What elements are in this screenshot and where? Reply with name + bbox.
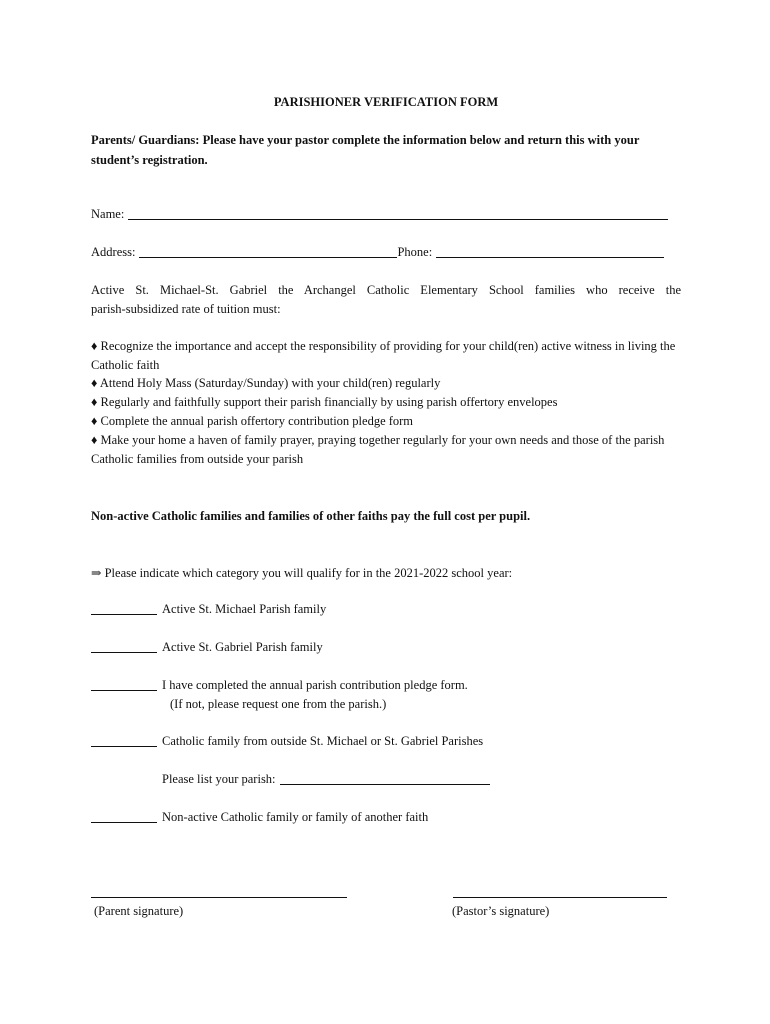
option-pledge-form-note: (If not, please request one from the parish.) (170, 697, 387, 711)
nonactive-note: Non-active Catholic families and families of other faiths pay the full cost per pupil. (91, 509, 531, 523)
category-prompt: ⇒ Please indicate which category you will qualify for in the 2021-2022 school year: (91, 566, 513, 580)
address-label: Address: (91, 245, 136, 259)
option-outside-parish-blank[interactable] (91, 732, 157, 747)
intro-line-2: parish-subsidized rate of tuition must: (91, 302, 281, 316)
phone-field[interactable] (436, 243, 664, 258)
bullet-item: ♦ Make your home a haven of family prayer, praying together regularly for your own needs and those of the parish Catholic families from outside your parish (91, 433, 665, 466)
parish-list-row (162, 770, 662, 789)
option-st-michael-label: Active St. Michael Parish family (162, 602, 327, 616)
bullet-item: ♦ Attend Holy Mass (Saturday/Sunday) with your child(ren) regularly (91, 376, 441, 390)
option-st-gabriel-label: Active St. Gabriel Parish family (162, 640, 323, 654)
option-pledge-form (91, 676, 681, 695)
parent-signature-label: (Parent signature) (94, 904, 184, 918)
pastor-signature-line[interactable] (453, 896, 667, 898)
option-pledge-form-label: I have completed the annual parish contribution pledge form. (162, 678, 468, 692)
name-label: Name: (91, 207, 125, 221)
option-non-active-label: Non-active Catholic family or family of another faith (162, 810, 429, 824)
option-st-michael-blank[interactable] (91, 600, 157, 615)
page-title: PARISHIONER VERIFICATION FORM (273, 95, 499, 109)
name-row (91, 205, 681, 224)
option-outside-parish-label: Catholic family from outside St. Michael or St. Gabriel Parishes (162, 734, 484, 748)
pastor-signature-label: (Pastor’s signature) (452, 904, 550, 918)
address-row (91, 243, 681, 262)
option-st-michael (91, 600, 681, 619)
option-outside-parish (91, 732, 681, 751)
option-non-active (91, 808, 681, 827)
bullet-item: ♦ Recognize the importance and accept the responsibility of providing for your child(ren) active witness in living the Catholic faith (91, 339, 676, 372)
bullet-item: ♦ Complete the annual parish offertory contribution pledge form (91, 414, 414, 428)
intro-line-1: Active St. Michael-St. Gabriel the Archangel Catholic Elementary School families who receive the (91, 283, 681, 297)
phone-label: Phone: (397, 245, 433, 259)
option-pledge-form-blank[interactable] (91, 676, 157, 691)
parent-signature-line[interactable] (91, 896, 347, 898)
instructions: Parents/ Guardians: Please have your pastor complete the information below and return this with your student’s registration. (91, 133, 640, 167)
parish-list-label: Please list your parish: (162, 772, 276, 786)
option-st-gabriel (91, 638, 681, 657)
address-field[interactable] (139, 243, 397, 258)
option-non-active-blank[interactable] (91, 808, 157, 823)
name-field[interactable] (128, 205, 668, 220)
option-st-gabriel-blank[interactable] (91, 638, 157, 653)
parish-list-field[interactable] (280, 770, 490, 785)
bullet-item: ♦ Regularly and faithfully support their parish financially by using parish offertory envelopes (91, 395, 558, 409)
